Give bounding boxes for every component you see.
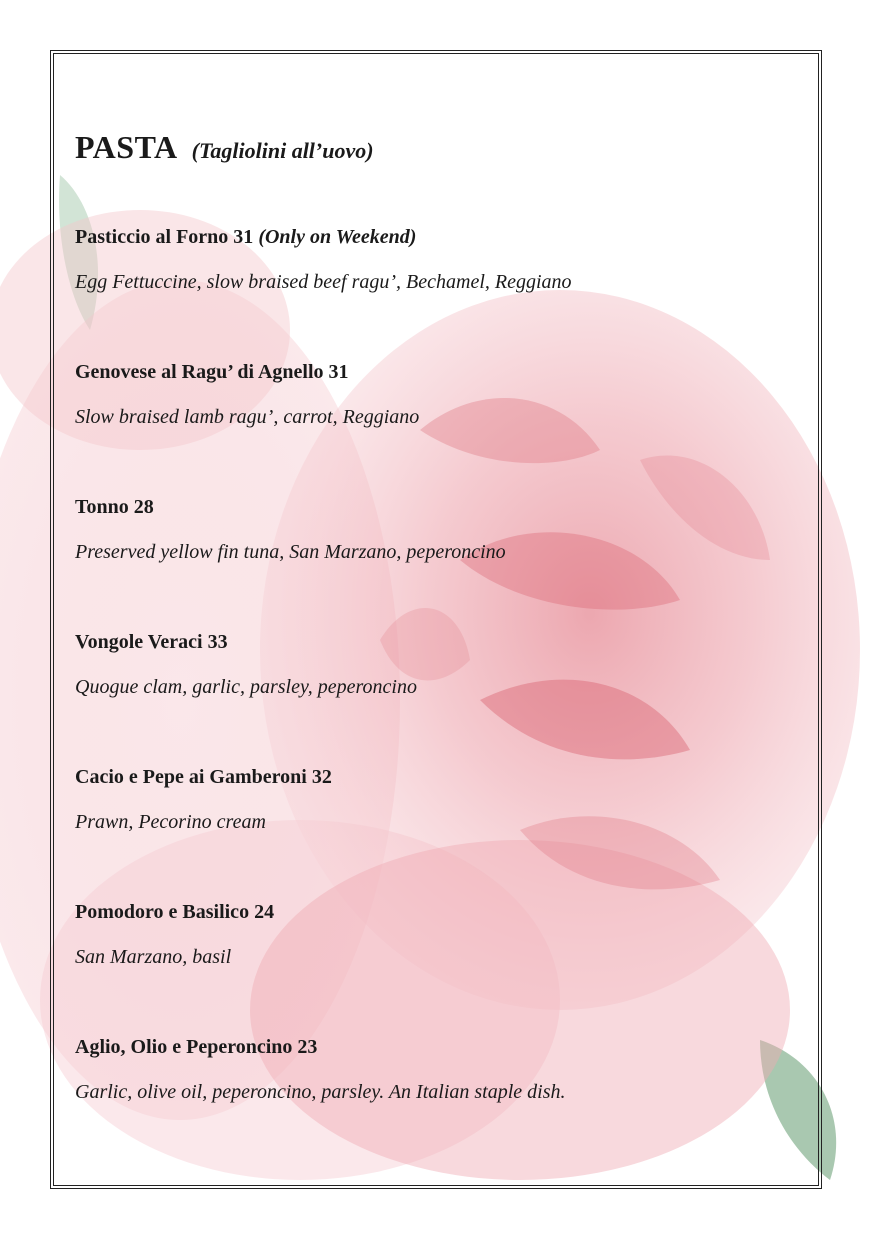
menu-item bbox=[75, 224, 805, 359]
menu-item-description: Egg Fettuccine, slow braised beef ragu’, Bechamel, Reggiano bbox=[75, 271, 572, 293]
menu-item bbox=[75, 494, 805, 629]
menu-item-name: Vongole Veraci 33 bbox=[75, 631, 228, 653]
menu-item-description: Garlic, olive oil, peperoncino, parsley. An Italian staple dish. bbox=[75, 1081, 566, 1103]
menu-item-title bbox=[75, 899, 805, 925]
section-subtitle: (Tagliolini all’uovo) bbox=[191, 138, 374, 163]
menu-content bbox=[75, 125, 805, 1169]
menu-item-title bbox=[75, 224, 805, 250]
menu-item-title bbox=[75, 629, 805, 655]
menu-items bbox=[75, 224, 805, 1169]
menu-item-description: Quogue clam, garlic, parsley, peperoncino bbox=[75, 676, 417, 698]
menu-item-description: San Marzano, basil bbox=[75, 946, 232, 968]
menu-item bbox=[75, 629, 805, 764]
menu-item-name: Tonno 28 bbox=[75, 496, 154, 518]
menu-item-title bbox=[75, 764, 805, 790]
menu-item-title bbox=[75, 1034, 805, 1060]
menu-item-description: Preserved yellow fin tuna, San Marzano, peperoncino bbox=[75, 541, 506, 563]
section-title: PASTA bbox=[75, 129, 178, 165]
menu-item-description: Prawn, Pecorino cream bbox=[75, 811, 266, 833]
menu-item-name: Aglio, Olio e Peperoncino 23 bbox=[75, 1036, 318, 1058]
menu-item bbox=[75, 1034, 805, 1169]
menu-item bbox=[75, 899, 805, 1034]
menu-item-name: Genovese al Ragu’ di Agnello 31 bbox=[75, 361, 349, 383]
menu-item-name: Cacio e Pepe ai Gamberoni 32 bbox=[75, 766, 332, 788]
menu-item bbox=[75, 359, 805, 494]
menu-item-name: Pasticcio al Forno 31 bbox=[75, 226, 254, 248]
section-heading bbox=[75, 125, 805, 169]
menu-item-name: Pomodoro e Basilico 24 bbox=[75, 901, 275, 923]
menu-item-note: (Only on Weekend) bbox=[258, 226, 417, 248]
menu-item-title bbox=[75, 494, 805, 520]
menu-item-title bbox=[75, 359, 805, 385]
menu-item bbox=[75, 764, 805, 899]
menu-item-description: Slow braised lamb ragu’, carrot, Reggiano bbox=[75, 406, 420, 428]
